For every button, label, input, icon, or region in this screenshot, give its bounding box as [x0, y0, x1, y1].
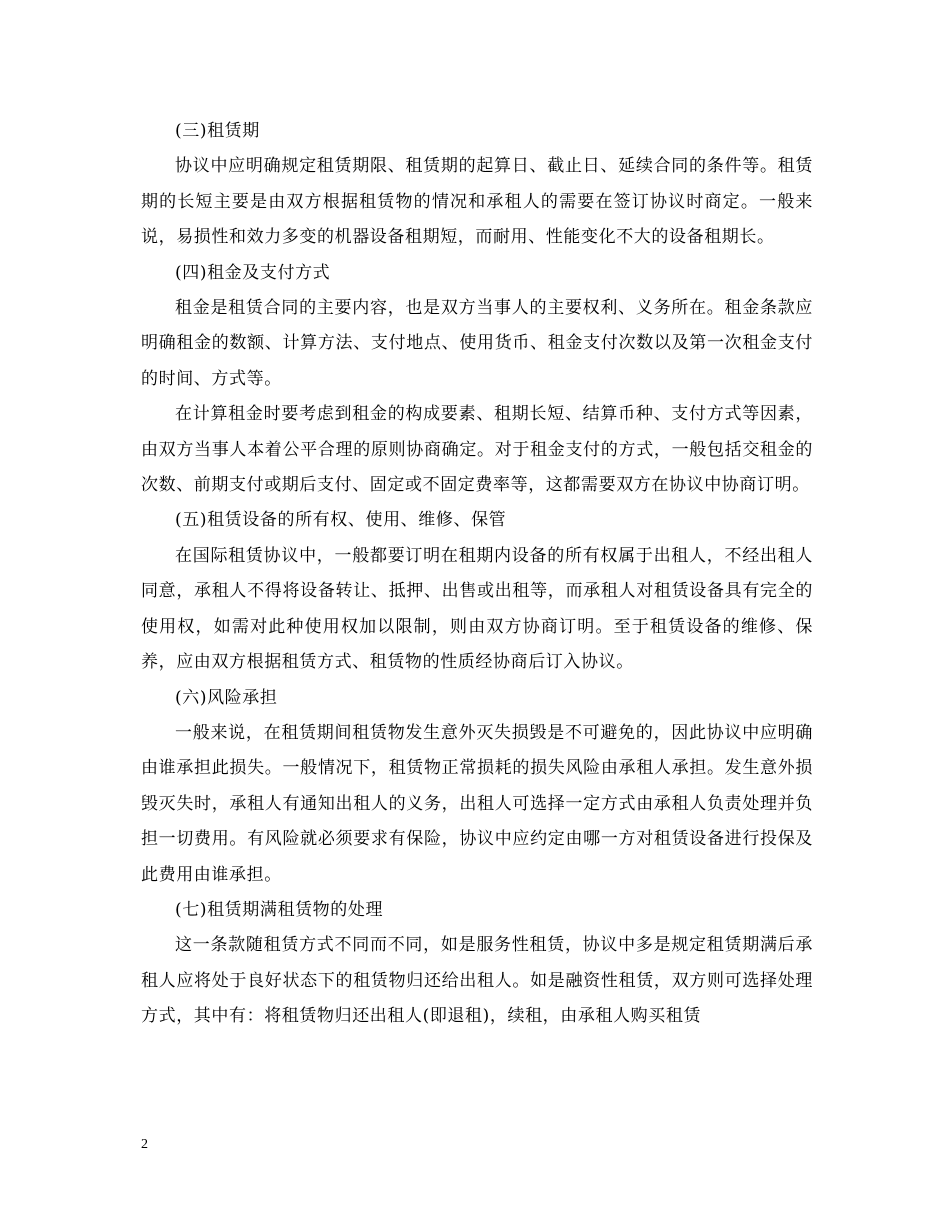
section-heading-lease-term: (三)租赁期 — [175, 121, 260, 141]
paragraph-rent-clause: 租金是租赁合同的主要内容，也是双方当事人的主要权利、义务所在。租金条款应明确租金的数额、计算方法、支付地点、使用货币、租金支付次数以及第一次租金支付的时间、方式等。 — [141, 298, 813, 389]
section-heading-rent-payment: (四)租金及支付方式 — [175, 262, 331, 283]
paragraph-lease-term: 协议中应明确规定租赁期限、租赁期的起算日、截止日、延续合同的条件等。租赁期的长短主要是由双方根据租赁物的情况和承租人的需要在签订协议时商定。一般来说，易损性和效力多变的机器设备租期短，而耐用、性能变化不大的设备租期长。 — [141, 156, 813, 248]
paragraph-expiry-handling: 这一条款随租赁方式不同而不同，如是服务性租赁，协议中多是规定租赁期满后承租人应将处于良好状态下的租赁物归还给出租人。如是融资性租赁，双方则可选择处理方式，其中有：将租赁物归还出租人(即退租)，续租，由承租人购买租赁 — [141, 935, 813, 1027]
section-heading-risk: (六)风险承担 — [175, 687, 278, 708]
paragraph-equipment-ownership: 在国际租赁协议中，一般都要订明在租期内设备的所有权属于出租人，不经出租人同意，承租人不得将设备转让、抵押、出售或出租等，而承租人对租赁设备具有完全的使用权，如需对此种使用权加以限制，则由双方协商订明。至于租赁设备的维修、保养，应由双方根据租赁方式、租赁物的性质经协商后订入协议。 — [141, 545, 813, 673]
page-number: 2 — [141, 1137, 148, 1152]
section-heading-equipment-ownership: (五)租赁设备的所有权、使用、维修、保管 — [175, 510, 507, 531]
section-heading-expiry-handling: (七)租赁期满租赁物的处理 — [175, 899, 384, 920]
paragraph-rent-calculation: 在计算租金时要考虑到租金的构成要素、租期长短、结算币种、支付方式等因素，由双方当事人本着公平合理的原则协商确定。对于租金支付的方式，一般包括交租金的次数、前期支付或期后支付、固定或不固定费率等，这都需要双方在协议中协商订明。 — [141, 404, 813, 496]
document-body — [141, 114, 813, 1035]
paragraph-risk: 一般来说，在租赁期间租赁物发生意外灭失损毁是不可避免的，因此协议中应明确由谁承担此损失。一般情况下，租赁物正常损耗的损失风险由承租人承担。发生意外损毁灭失时，承租人有通知出租人的义务，出租人可选择一定方式由承租人负责处理并负担一切费用。有风险就必须要求有保险，协议中应约定由哪一方对租赁设备进行投保及此费用由谁承担。 — [141, 722, 813, 885]
